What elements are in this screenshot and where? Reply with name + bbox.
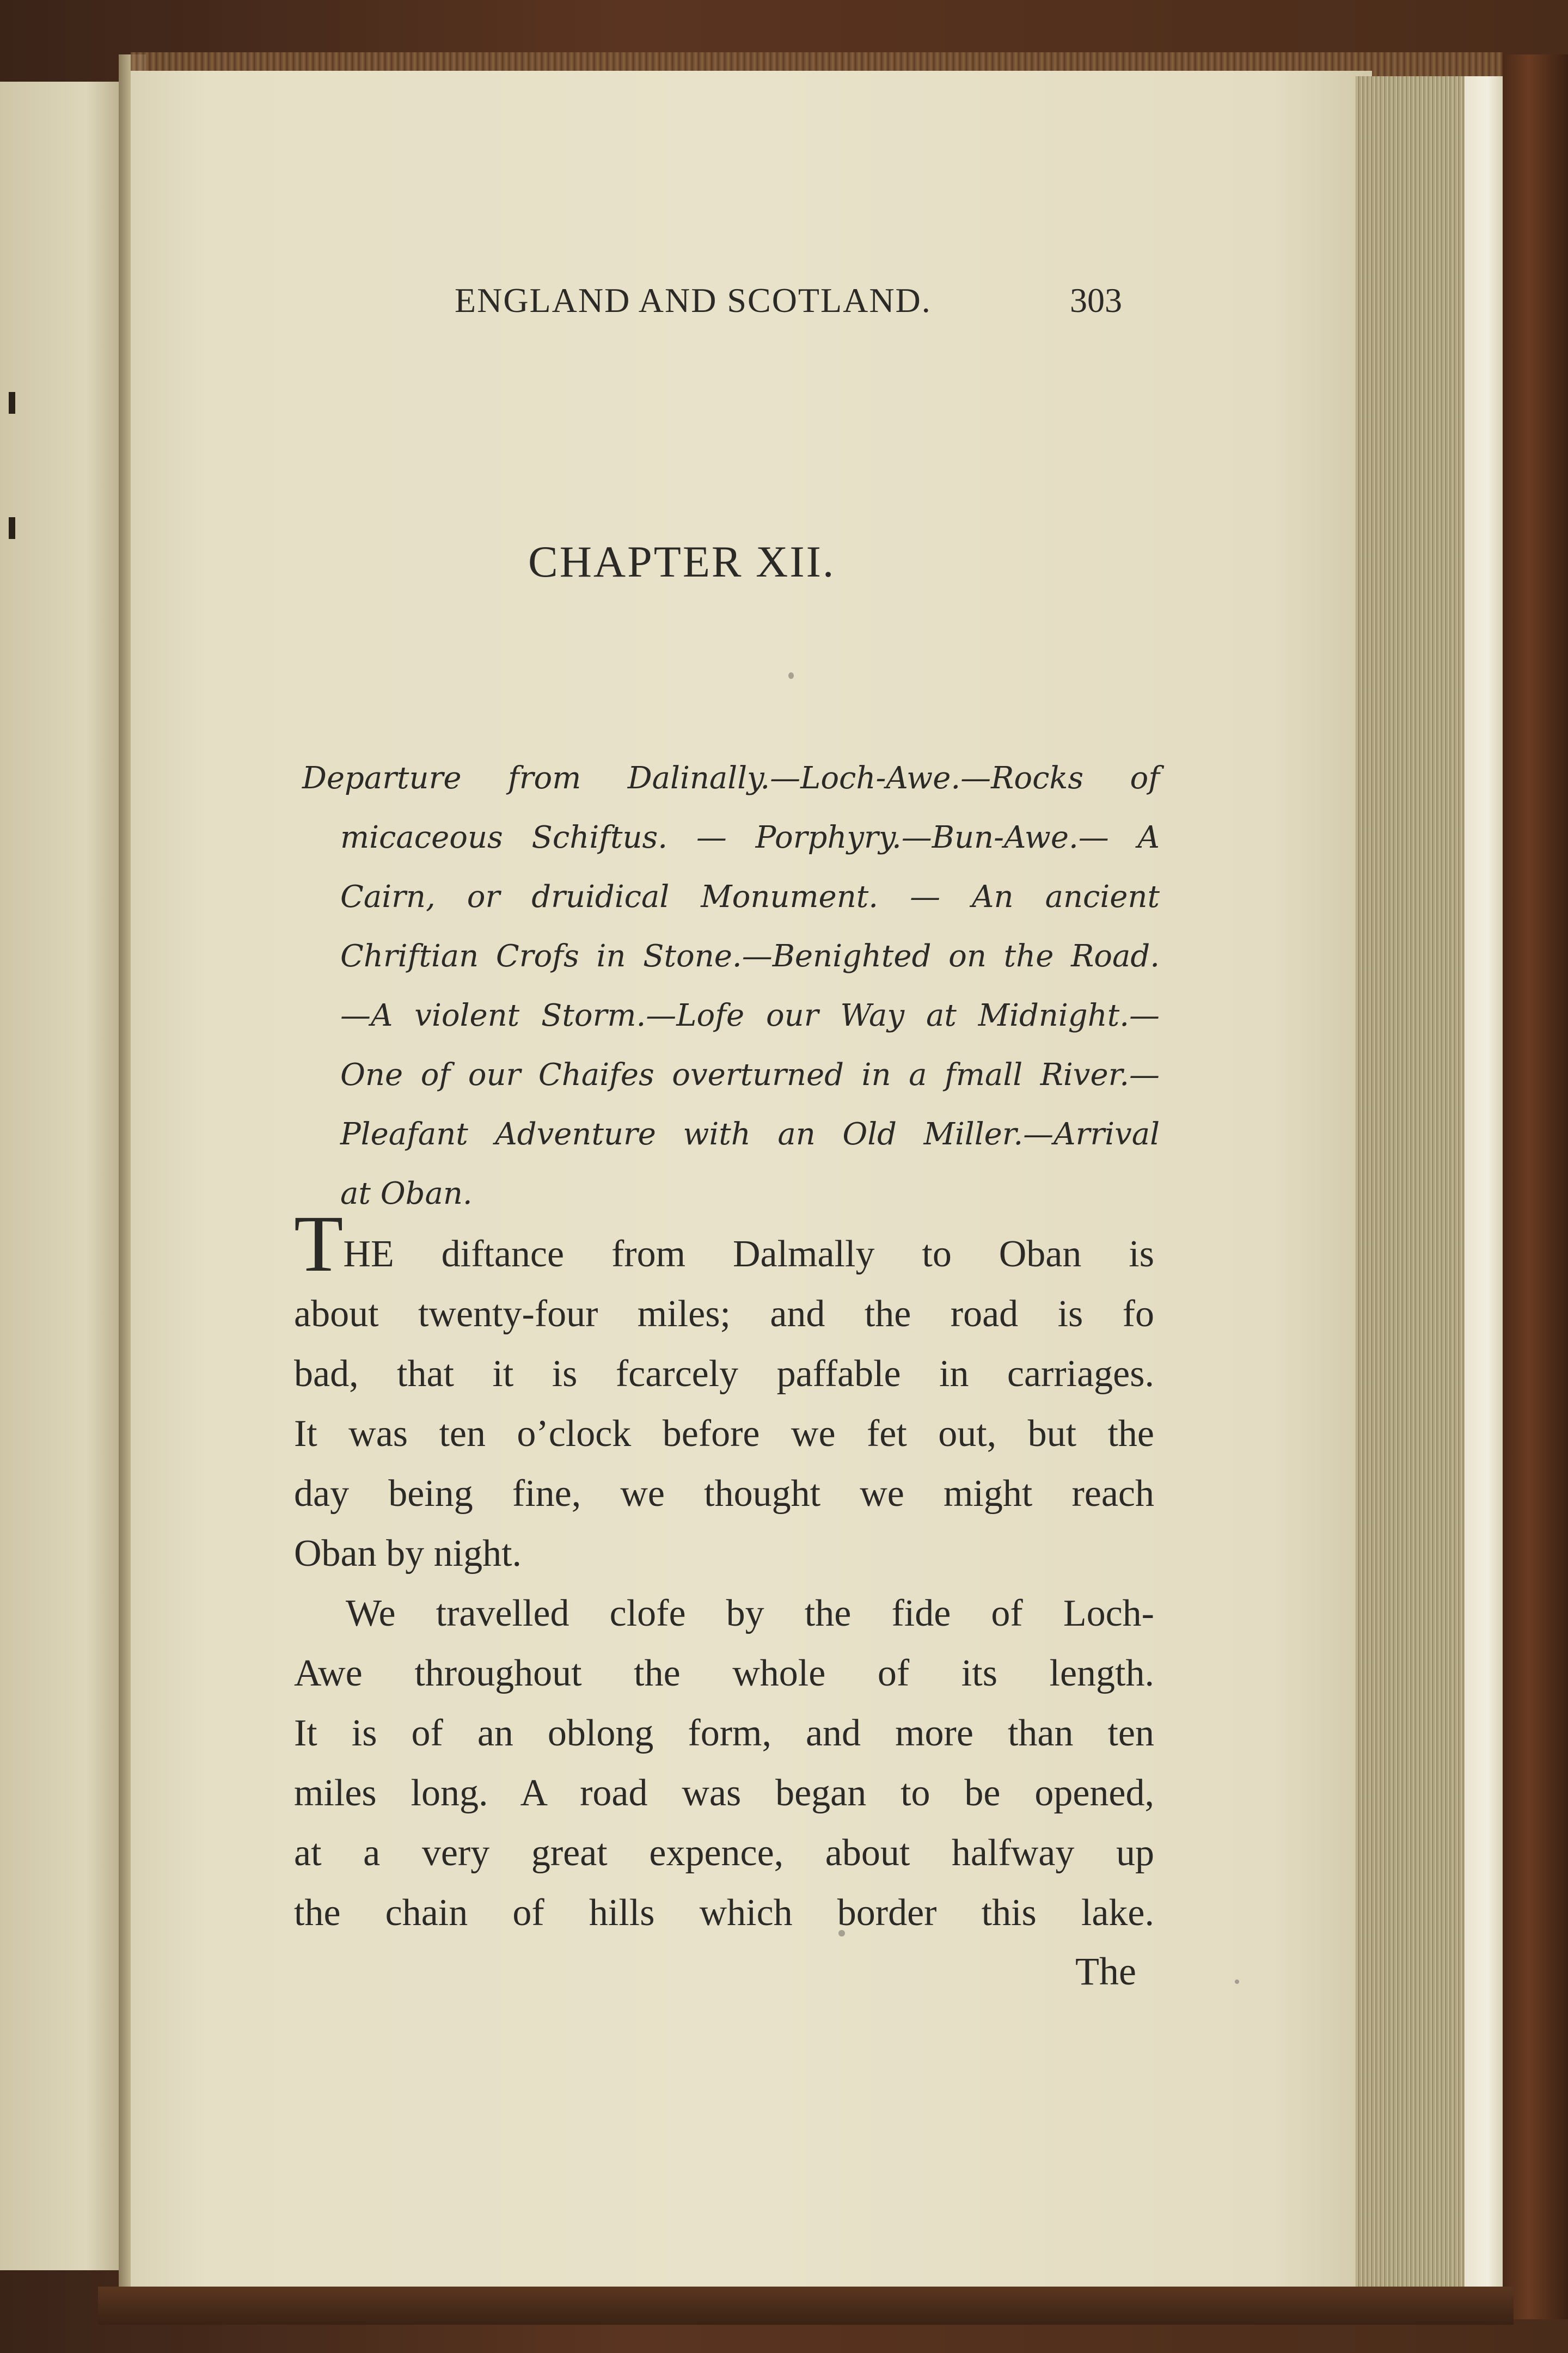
argument-line: —A violent Storm.—Lofe our Way at Midnight.— [340,998,1160,1033]
body-line: the chain of hills which border this lake. [294,1892,1154,1934]
body-line: It is of an oblong form, and more than ten [294,1712,1154,1754]
cover-edge [1503,54,1568,2319]
argument-line: Cairn, or druidical Monument. — An ancient [340,879,1160,915]
body-line: about twenty-four miles; and the road is fo [294,1293,1154,1335]
catchword: The [1075,1950,1136,1993]
body-line: We travelled clofe by the fide of Loch- [346,1592,1154,1634]
body-line: It was ten o’clock before we fet out, but the [294,1413,1154,1455]
body-text [294,1199,1154,1943]
body-line: day being fine, we thought we might reach [294,1473,1154,1515]
bottom-cover [98,2287,1514,2325]
chapter-argument [302,749,1160,1223]
body-line: miles long. A road was began to be opened, [294,1772,1154,1814]
left-page-ink-mark [9,517,15,539]
body-line-first [294,1199,1154,1289]
body-line: bad, that it is fcarcely paffable in carriages. [294,1353,1154,1395]
chapter-title: CHAPTER XII. [528,537,836,586]
left-page-ink-mark [9,392,15,414]
ink-speck [788,672,794,679]
page-number: 303 [1070,281,1122,320]
body-line: Oban by night. [294,1533,522,1574]
argument-line: Pleafant Adventure with an Old Miller.—Arrival [340,1117,1160,1152]
body-line: Awe throughout the whole of its length. [294,1652,1154,1694]
drop-cap: T [294,1199,344,1289]
body-line: at a very great expence, about halfway up [294,1832,1154,1874]
argument-line: micaceous Schiftus. — Porphyry.—Bun-Awe.— A [340,820,1160,855]
first-line-text: HE diftance from Dalmally to Oban is [343,1233,1154,1275]
argument-line: Departure from Dalinally.—Loch-Awe.—Rocks of [302,761,1160,796]
ink-speck [838,1930,845,1937]
argument-line: Chriftian Crofs in Stone.—Benighted on the Road. [340,939,1160,974]
argument-line: at Oban. [340,1176,473,1211]
left-page-edge [0,82,124,2270]
ink-speck [1235,1980,1239,1984]
running-head: ENGLAND AND SCOTLAND. [455,281,932,320]
endpaper [1465,76,1503,2287]
argument-line: One of our Chaifes overturned in a fmall River.— [340,1057,1160,1093]
page-block-edge [1356,76,1465,2287]
